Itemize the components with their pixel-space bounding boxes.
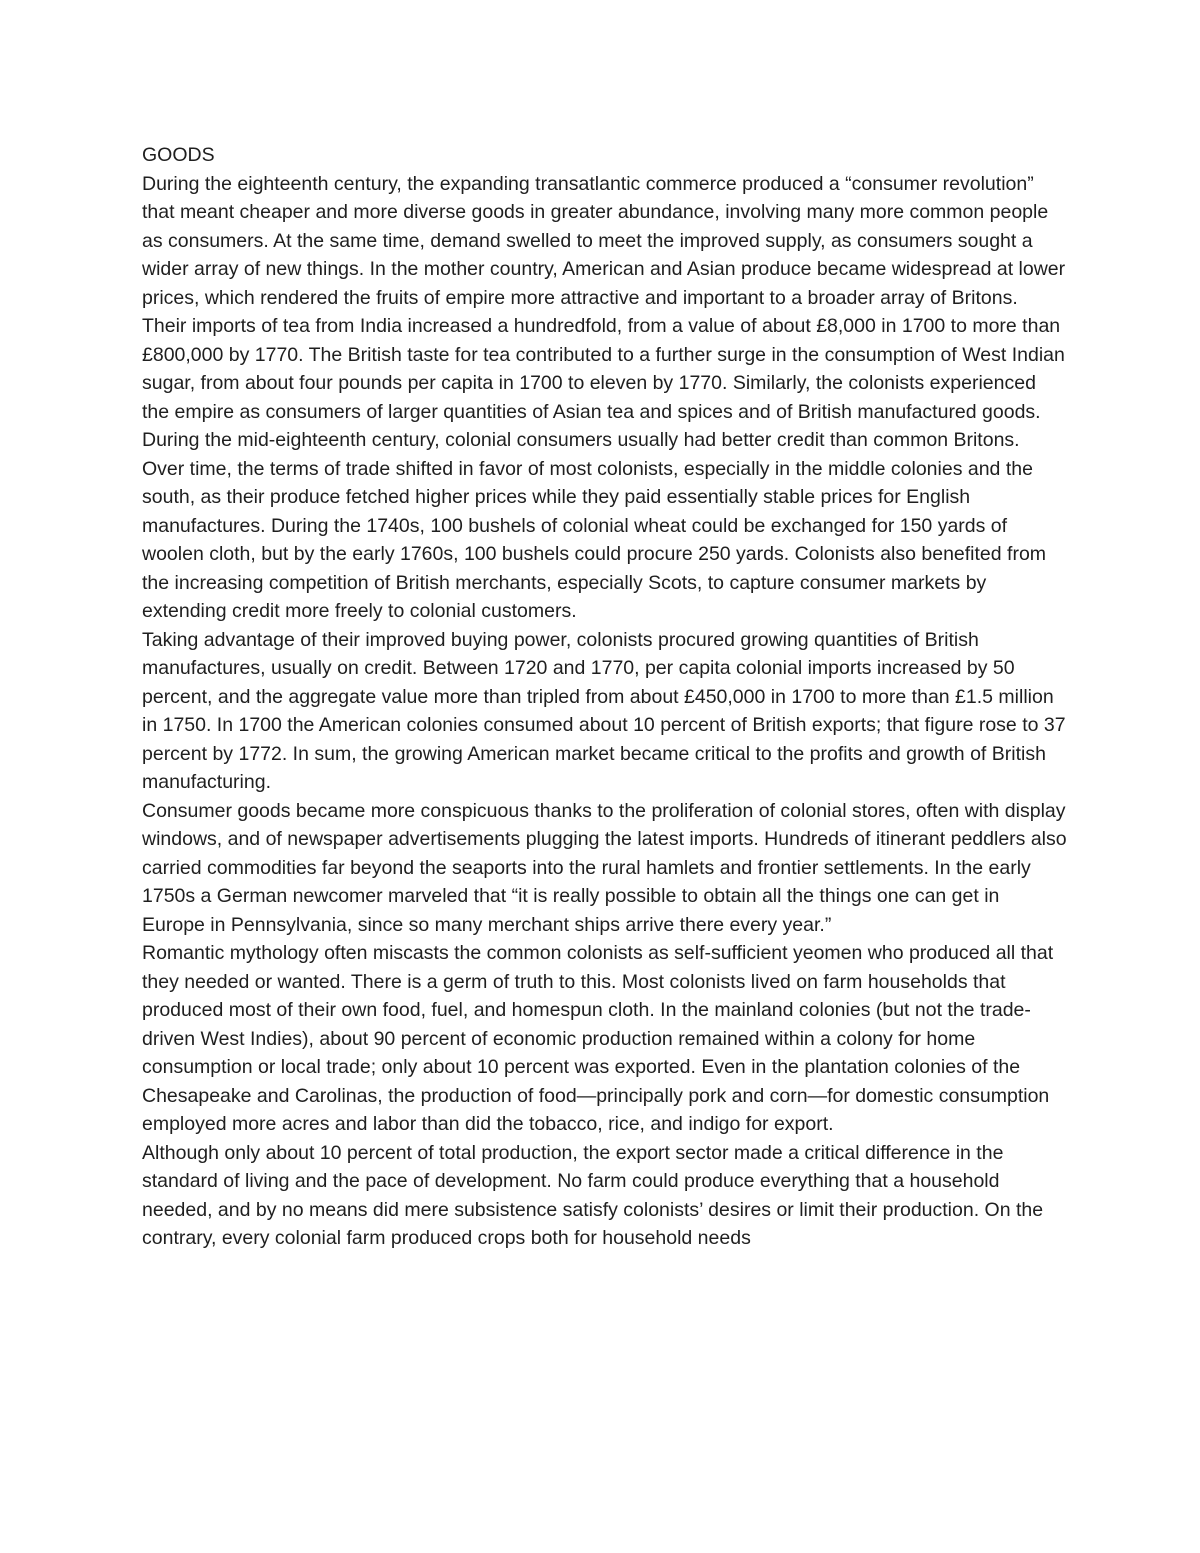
document-body (142, 141, 1067, 1253)
paragraph-consumer-revolution: During the eighteenth century, the expanding transatlantic commerce produced a “consumer revolution” that meant cheaper and more diverse goods in greater abundance, involving many more common people as consumers. At the same time, demand swelled to meet the improved supply, as consumers sought a wider array of new things. In the mother country, American and Asian produce became widespread at lower prices, which rendered the fruits of empire more attractive and important to a broader array of Britons. Their imports of tea from India increased a hundredfold, from a value of about £8,000 in 1700 to more than £800,000 by 1770. The British taste for tea contributed to a further surge in the consumption of West Indian sugar, from about four pounds per capita in 1700 to eleven by 1770. Similarly, the colonists experienced the empire as consumers of larger quantities of Asian tea and spices and of British manufactured goods. (142, 172, 1066, 423)
paragraph-colonial-credit: During the mid-eighteenth century, colonial consumers usually had better credit than common Britons. Over time, the terms of trade shifted in favor of most colonists, especially in the middle colonies and the south, as their produce fetched higher prices while they paid essentially stable prices for English manufactures. During the 1740s, 100 bushels of colonial wheat could be exchanged for 150 yards of woolen cloth, but by the early 1760s, 100 bushels could procure 250 yards. Colonists also benefited from the increasing competition of British merchants, especially Scots, to capture consumer markets by extending credit more freely to colonial customers. (142, 429, 1047, 622)
document-heading: GOODS (142, 144, 215, 166)
paragraph-romantic-mythology: Romantic mythology often miscasts the common colonists as self-sufficient yeomen who produced all that they needed or wanted. There is a germ of truth to this. Most colonists lived on farm households that produced most of their own food, fuel, and homespun cloth. In the mainland colonies (but not the trade-driven West Indies), about 90 percent of economic production remained within a colony for home consumption or local trade; only about 10 percent was exported. Even in the plantation colonies of the Chesapeake and Carolinas, the production of food—principally pork and corn—for domestic consumption employed more acres and labor than did the tobacco, rice, and indigo for export. (142, 942, 1054, 1135)
paragraph-export-sector: Although only about 10 percent of total production, the export sector made a critical difference in the standard of living and the pace of development. No farm could produce everything that a household needed, and by no means did mere subsistence satisfy colonists’ desires or limit their production. On the contrary, every colonial farm produced crops both for household needs (142, 1141, 1044, 1249)
paragraph-buying-power: Taking advantage of their improved buying power, colonists procured growing quantities of British manufactures, usually on credit. Between 1720 and 1770, per capita colonial imports increased by 50 percent, and the aggregate value more than tripled from about £450,000 in 1700 to more than £1.5 million in 1750. In 1700 the American colonies consumed about 10 percent of British exports; that figure rose to 37 percent by 1772. In sum, the growing American market became critical to the profits and growth of British manufacturing. (142, 628, 1066, 793)
paragraph-colonial-stores: Consumer goods became more conspicuous thanks to the proliferation of colonial stores, often with display windows, and of newspaper advertisements plugging the latest imports. Hundreds of itinerant peddlers also carried commodities far beyond the seaports into the rural hamlets and frontier settlements. In the early 1750s a German newcomer marveled that “it is really possible to obtain all the things one can get in Europe in Pennsylvania, since so many merchant ships arrive there every year.” (142, 799, 1067, 936)
